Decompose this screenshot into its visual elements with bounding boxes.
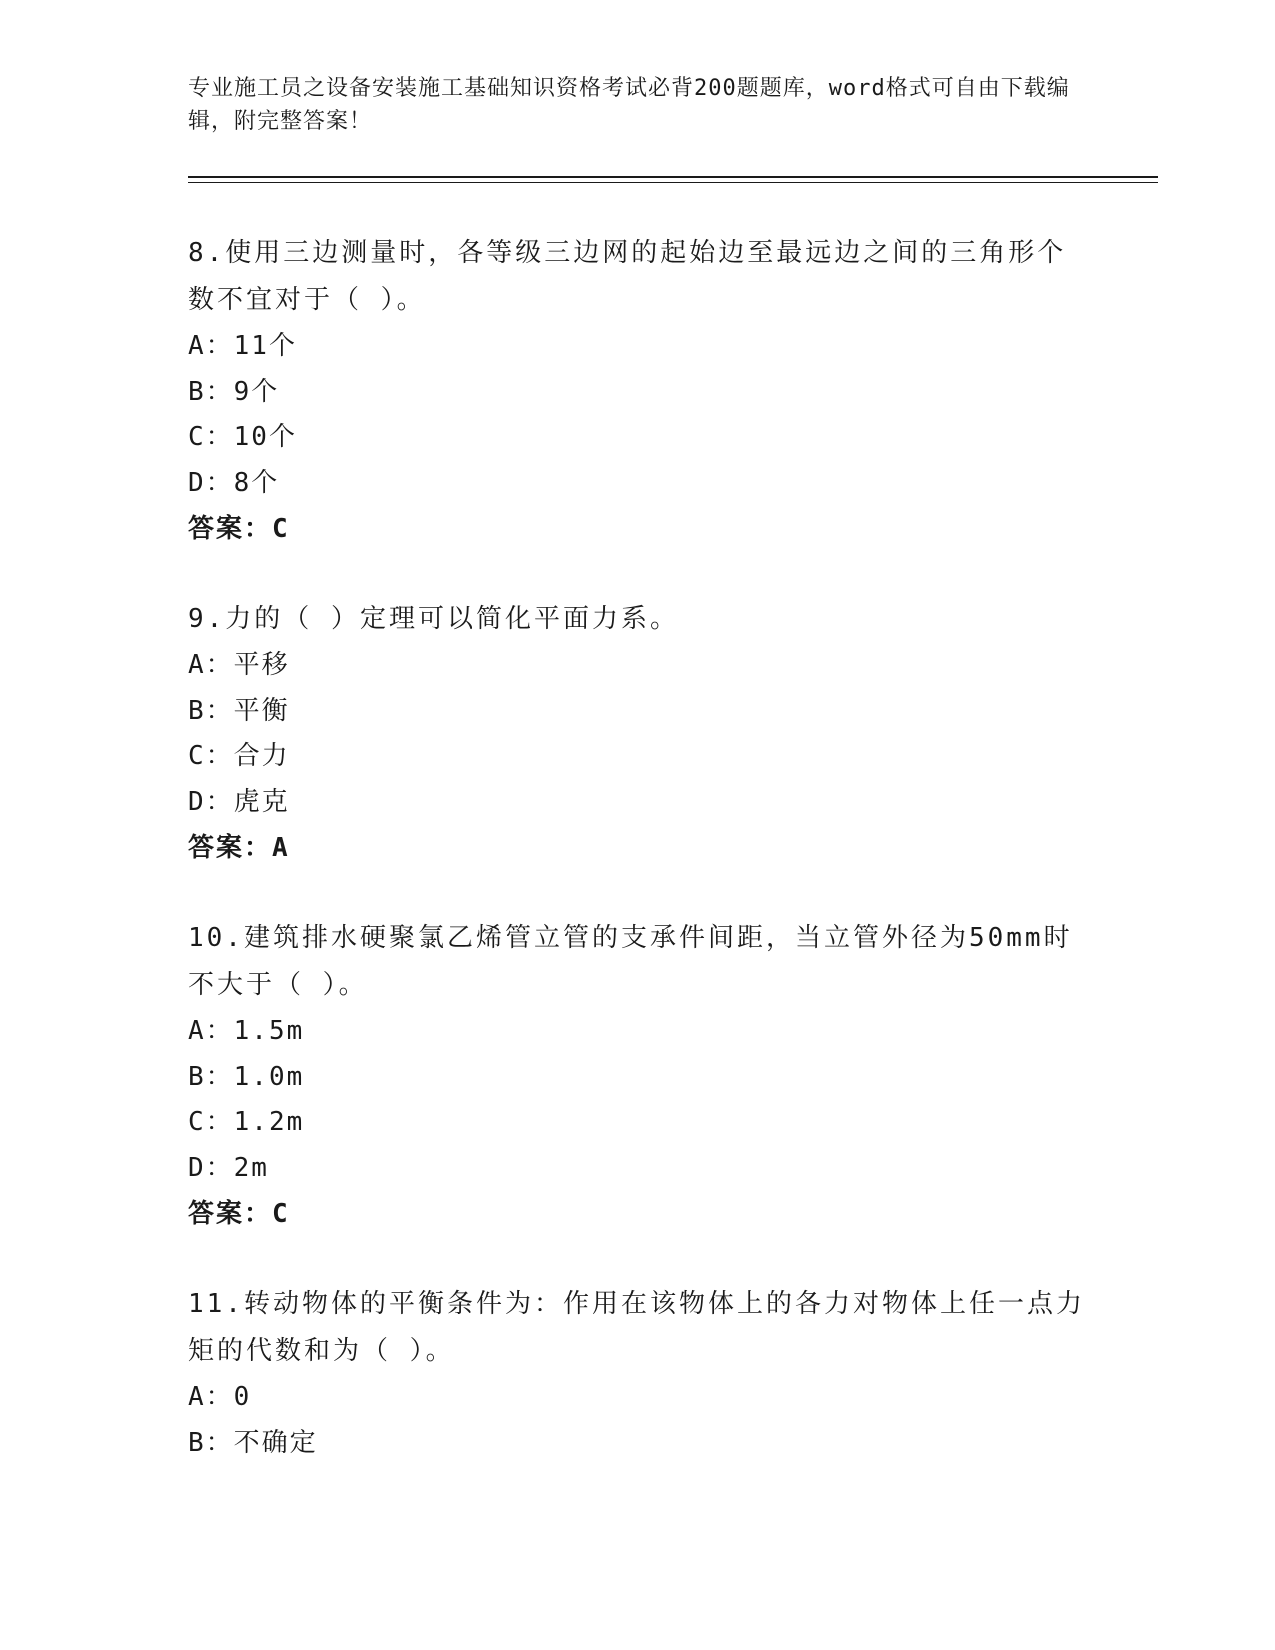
- question-11: [188, 1281, 1088, 1466]
- option-a: A：11个: [188, 331, 297, 361]
- option-a: A：1.5m: [188, 1016, 305, 1046]
- document-title: 专业施工员之设备安装施工基础知识资格考试必背200题题库，word格式可自由下载编辑，附完整答案！: [188, 76, 1070, 134]
- option-d: D：2m: [188, 1152, 269, 1183]
- question-list: [188, 230, 1088, 1509]
- question-text: 8.使用三边测量时，各等级三边网的起始边至最远边之间的三角形个数不宜对于（ ）。: [188, 238, 1067, 315]
- option-b: B：9个: [188, 376, 280, 407]
- option-a: A：平移: [188, 650, 290, 680]
- option-a: A：0: [188, 1382, 252, 1412]
- header-divider-thick: [188, 176, 1158, 178]
- answer-line: 答案：C: [188, 514, 290, 544]
- question-8: [188, 230, 1088, 553]
- question-text: 11.转动物体的平衡条件为：作用在该物体上的各力对物体上任一点力矩的代数和为（ ）。: [188, 1289, 1085, 1366]
- question-text: 10.建筑排水硬聚氯乙烯管立管的支承件间距，当立管外径为50mm时不大于（ ）。: [188, 923, 1073, 1000]
- question-10: [188, 915, 1088, 1238]
- option-b: B：1.0m: [188, 1061, 305, 1092]
- option-b: B：平衡: [188, 695, 290, 726]
- option-c: C：10个: [188, 422, 297, 452]
- answer-line: 答案：C: [188, 1199, 290, 1229]
- header-divider-thin: [188, 182, 1158, 183]
- question-9: [188, 596, 1088, 872]
- option-b: B：不确定: [188, 1427, 318, 1458]
- option-c: C：1.2m: [188, 1107, 305, 1137]
- question-text: 9.力的（ ）定理可以简化平面力系。: [188, 604, 679, 634]
- option-c: C：合力: [188, 741, 290, 771]
- option-d: D：8个: [188, 467, 280, 498]
- option-d: D：虎克: [188, 786, 290, 817]
- document-header: [188, 72, 1078, 138]
- answer-line: 答案：A: [188, 833, 290, 863]
